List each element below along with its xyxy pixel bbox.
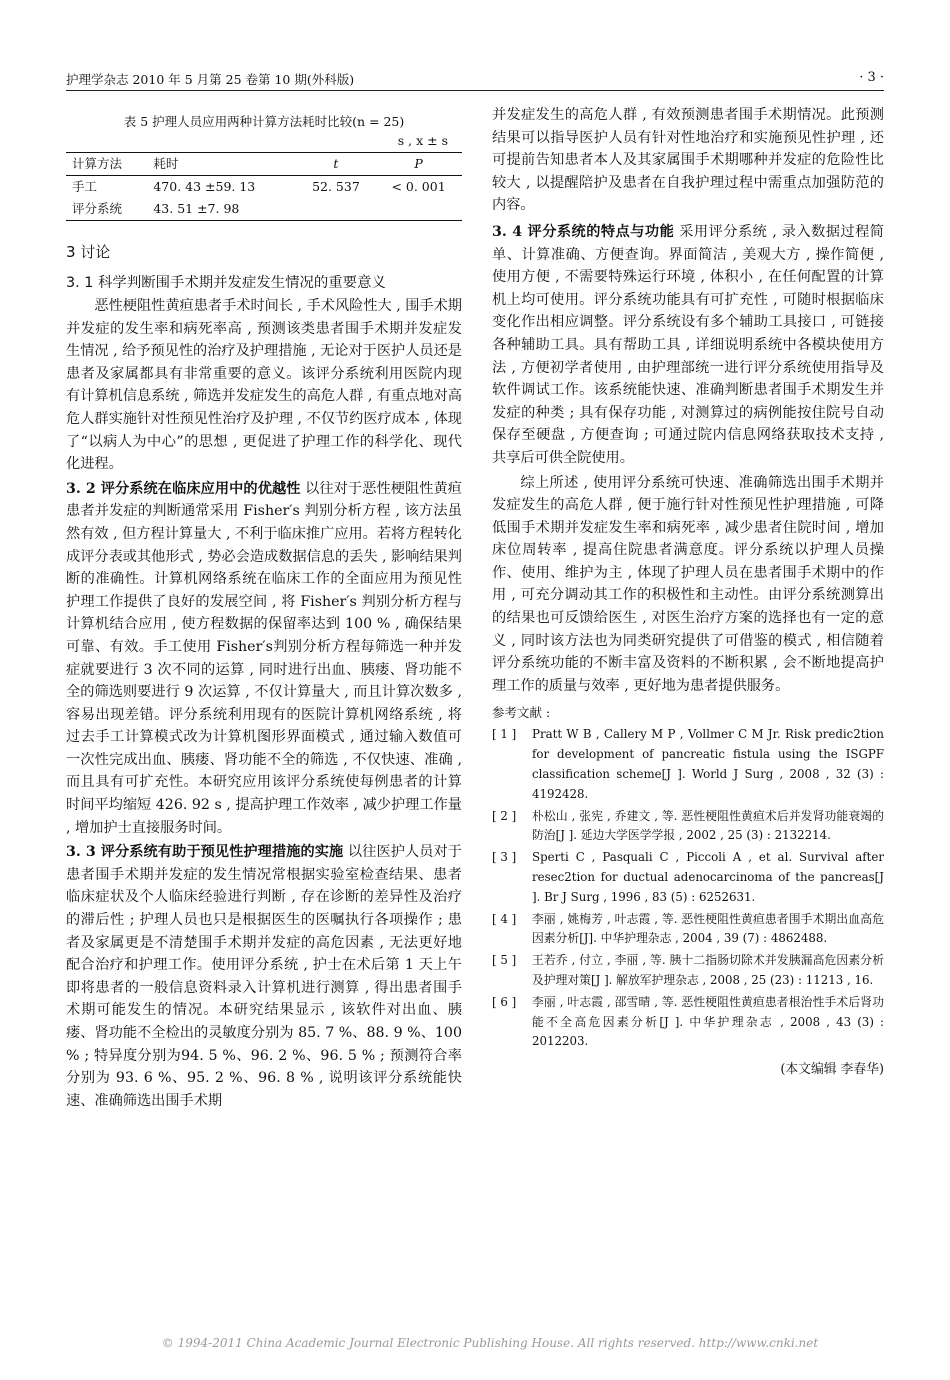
col-header-t: t xyxy=(333,156,339,171)
table-5 xyxy=(66,152,462,221)
section-3-2-body: 以往对于恶性梗阻性黄疸患者并发症的判断通常采用 Fisher′s 判别分析方程 , 该方法虽然有效 , 但方程计算量大 , 不利于临床推广应用。若将方程转化成评分表或其他形式 , 势必会造成数据信息的丢失 , 影响结果判断的准确性。计算机网络系统在临床工作的全面应用为预见性护理工作提供了良好的发展空间 , 将 Fisher′s 判别分析方程与计算机结合应用 , 使方程数据的保留率达到 100 % , 确保结果可靠、有效。手工使用 Fisher′s判别分析方程每筛选一种并发症就要进行 3 次不同的运算 , 同时进行出血、胰瘘、肾功能不全的筛选则要进行 9 次运算 , 不仅计算量大 , 而且计算次数多 , 容易出现差错。评分系统利用现有的医院计算机网络系统 , 将过去手工计算模式改为计算机图形界面模式 , 通过输入数值可一次性完成出血、胰瘘、肾功能不全的筛选 , 不仅快速、准确 , 而且具有可扩充性。本研究应用该评分系统使每例患者的计算时间平均缩短 426. 92 s , 提高护理工作效率 , 减少护理工作量 , 增加护士直接服务时间。 xyxy=(66,480,462,836)
table-cell: < 0. 001 xyxy=(391,179,446,194)
col-header-method: 计算方法 xyxy=(72,156,123,171)
table-row xyxy=(66,176,462,199)
reference-text: Pratt W B , Callery M P , Vollmer C M Jr. Risk predic2tion for development of pancreatic fistula using the ISGPF classification scheme[J ]. World J Surg , 2008 , 32 (3) : 4192428. xyxy=(532,727,884,801)
running-header xyxy=(66,70,884,92)
section-3-1-title: 3. 1 科学判断围手术期并发症发生情况的重要意义 xyxy=(66,275,386,291)
right-column xyxy=(492,104,884,1077)
summary-paragraph: 综上所述 , 使用评分系统可快速、准确筛选出围手术期并发症发生的高危人群 , 便于施行针对性预见性护理措施 , 可降低围手术期并发症发生率和病死率 , 减少患者住院时间 , 增加床位周转率 , 提高住院患者满意度。评分系统以护理人员操作、使用、维护为主 , 体现了护理人员在患者围手术期中的作用 , 可充分调动其工作的积极性和主动性。由评分系统测算出的结果也可反馈给医生 , 对医生治疗方案的选择也有一定的意义 , 同时该方法也为同类研究提供了可借鉴的模式 , 相信随着评分系统功能的不断丰富及资料的不断积累 , 会不断地提高护理工作的质量与效率 , 更好地为患者提供服务。 xyxy=(492,474,884,694)
reference-item xyxy=(492,807,884,847)
page-number: · 3 · xyxy=(859,70,884,85)
journal-title: 护理学杂志 2010 年 5 月第 25 卷第 10 期(外科版) xyxy=(66,72,355,87)
section-3-4-paragraph xyxy=(492,221,884,470)
reference-number: [ 2 ] xyxy=(492,808,517,823)
reference-number: [ 6 ] xyxy=(492,994,517,1009)
col-header-p: P xyxy=(414,156,423,171)
section-3-2-title: 3. 2 评分系统在临床应用中的优越性 xyxy=(66,480,301,497)
section-3-4-body: 采用评分系统 , 录入数据过程简单、计算准确、方便查询。界面简洁 , 美观大方 , 操作简便 , 使用方便 , 不需要特殊运行环境 , 体积小 , 在任何配置的计算机上均可使用。评分系统功能具有可扩充性 , 可随时根据临床变化作出相应调整。评分系统设有多个辅助工具接口 , 可链接各种辅助工具。具有帮助工具 , 详细说明系统中各模块使用方法 , 方便初学者使用 , 由护理部统一进行评分系统使用指导及软件调试工作。该系统能快速、准确判断患者围手术期发生并发症的种类 ; 具有保存功能 , 对测算过的病例能按住院号自动保存至硬盘 , 方便查询 ; 可通过院内信息网络获取技术支持 , 共享后可供全院使用。 xyxy=(492,223,884,466)
col-header-time: 耗时 xyxy=(153,156,179,171)
reference-number: [ 1 ] xyxy=(492,727,517,742)
section-3-title: 3 讨论 xyxy=(66,243,111,261)
reference-number: [ 5 ] xyxy=(492,953,517,968)
section-3-3-title: 3. 3 评分系统有助于预见性护理措施的实施 xyxy=(66,844,344,861)
table-header-row xyxy=(66,153,462,176)
reference-text: Sperti C , Pasquali C , Piccoli A , et al. Survival after resec2tion for ductual adenocarcinoma of the pancreas[J ]. Br J Surg , 1996 , 83 (5) : 6252631. xyxy=(532,850,884,904)
section-3-2-paragraph xyxy=(66,478,462,840)
table-cell: 评分系统 xyxy=(72,201,123,216)
section-3-3-paragraph xyxy=(66,841,462,1112)
table-cell xyxy=(375,198,462,221)
reference-number: [ 4 ] xyxy=(492,911,517,926)
table-cell: 43. 51 ±7. 98 xyxy=(153,201,240,216)
table-caption: 表 5 护理人员应用两种计算方法耗时比较(n = 25) xyxy=(123,114,405,129)
reference-text: 李丽 , 叶志霞 , 邵雪晴 , 等. 恶性梗阻性黄疸患者根治性手术后肾功能不全高危因素分析[J ]. 中华护理杂志 , 2008 , 43 (3) : 2012203. xyxy=(532,994,884,1049)
left-column xyxy=(66,104,462,1112)
reference-text: 李丽 , 姚梅芳 , 叶志霞 , 等. 恶性梗阻性黄疸患者围手术期出血高危因素分析[J]. 中华护理杂志 , 2004 , 39 (7) : 4862488. xyxy=(532,911,884,946)
editor-note: (本文编辑 李春华) xyxy=(780,1062,884,1078)
reference-item xyxy=(492,848,884,907)
reference-item xyxy=(492,725,884,804)
header-rule xyxy=(66,90,884,91)
section-3-4-title: 3. 4 评分系统的特点与功能 xyxy=(492,223,675,240)
table-cell xyxy=(297,198,375,221)
table-cell: 470. 43 ±59. 13 xyxy=(153,179,256,194)
reference-item xyxy=(492,993,884,1052)
copyright-footer: © 1994-2011 China Academic Journal Electronic Publishing House. All rights reserved. http://www.cnki.net xyxy=(161,1336,819,1350)
reference-text: 朴松山 , 张宪 , 乔建文 , 等. 恶性梗阻性黄疸术后并发肾功能衰竭的防治[J ]. 延边大学医学学报 , 2002 , 25 (3) : 2132214. xyxy=(532,808,884,843)
table-unit: s , x ± s xyxy=(397,133,448,148)
table-row xyxy=(66,198,462,221)
section-3-1-body: 恶性梗阻性黄疸患者手术时间长 , 手术风险性大 , 围手术期并发症的发生率和病死率高 , 预测该类患者围手术期并发症发生情况 , 给予预见性的治疗及护理措施 , 无论对于医护人员还是患者及家属都具有非常重要的意义。该评分系统利用医院内现有计算机信息系统 , 筛选并发症发生的高危人群 , 有重点地对高危人群实施针对性预见性治疗及护理 , 不仅节约医疗成本 , 体现了“以病人为中心”的思想 , 更促进了护理工作的科学化、现代化进程。 xyxy=(66,298,462,473)
references-list xyxy=(492,725,884,1052)
reference-item xyxy=(492,951,884,991)
reference-number: [ 3 ] xyxy=(492,850,517,865)
table-cell: 52. 537 xyxy=(312,179,360,194)
section-3-3-continued: 并发症发生的高危人群 , 有效预测患者围手术期情况。此预测结果可以指导医护人员有针对性地治疗和实施预见性护理 , 还可提前告知患者本人及其家属围手术期哪种并发症的危险性比较大 , 以提醒陪护及患者在自我护理过程中需重点加强防范的内容。 xyxy=(492,107,884,214)
references-title: 参考文献 : xyxy=(492,705,551,721)
reference-text: 王若乔 , 付立 , 李丽 , 等. 胰十二指肠切除术并发胰漏高危因素分析及护理对策[J ]. 解放军护理杂志 , 2008 , 25 (23) : 11213 , 16. xyxy=(532,953,884,987)
table-cell: 手工 xyxy=(72,179,98,194)
section-3-3-body: 以往医护人员对于患者围手术期并发症的发生情况常根据实验室检查结果、患者临床症状及个人临床经验进行判断 , 存在诊断的差异性及治疗的滞后性 ; 护理人员也只是根据医生的医嘱执行各项操作 ; 患者及家属更是不清楚围手术期并发症的高危因素 , 无法更好地配合治疗和护理工作。使用评分系统 , 护士在术后第 1 天上午即将患者的一般信息资料录入计算机进行测算 , 得出患者围手术期可能发生的情况。本研究结果显示 , 该软件对出血、胰瘘、肾功能不全检出的灵敏度分别为 85. 7 %、88. 9 %、100 % ; 特异度分别为94. 5 %、96. 2 %、96. 5 % ; 预测符合率分别为 93. 6 %、95. 2 %、96. 8 % , 说明该评分系统能快速、准确筛选出围手术期 xyxy=(66,844,462,1109)
reference-item xyxy=(492,910,884,950)
